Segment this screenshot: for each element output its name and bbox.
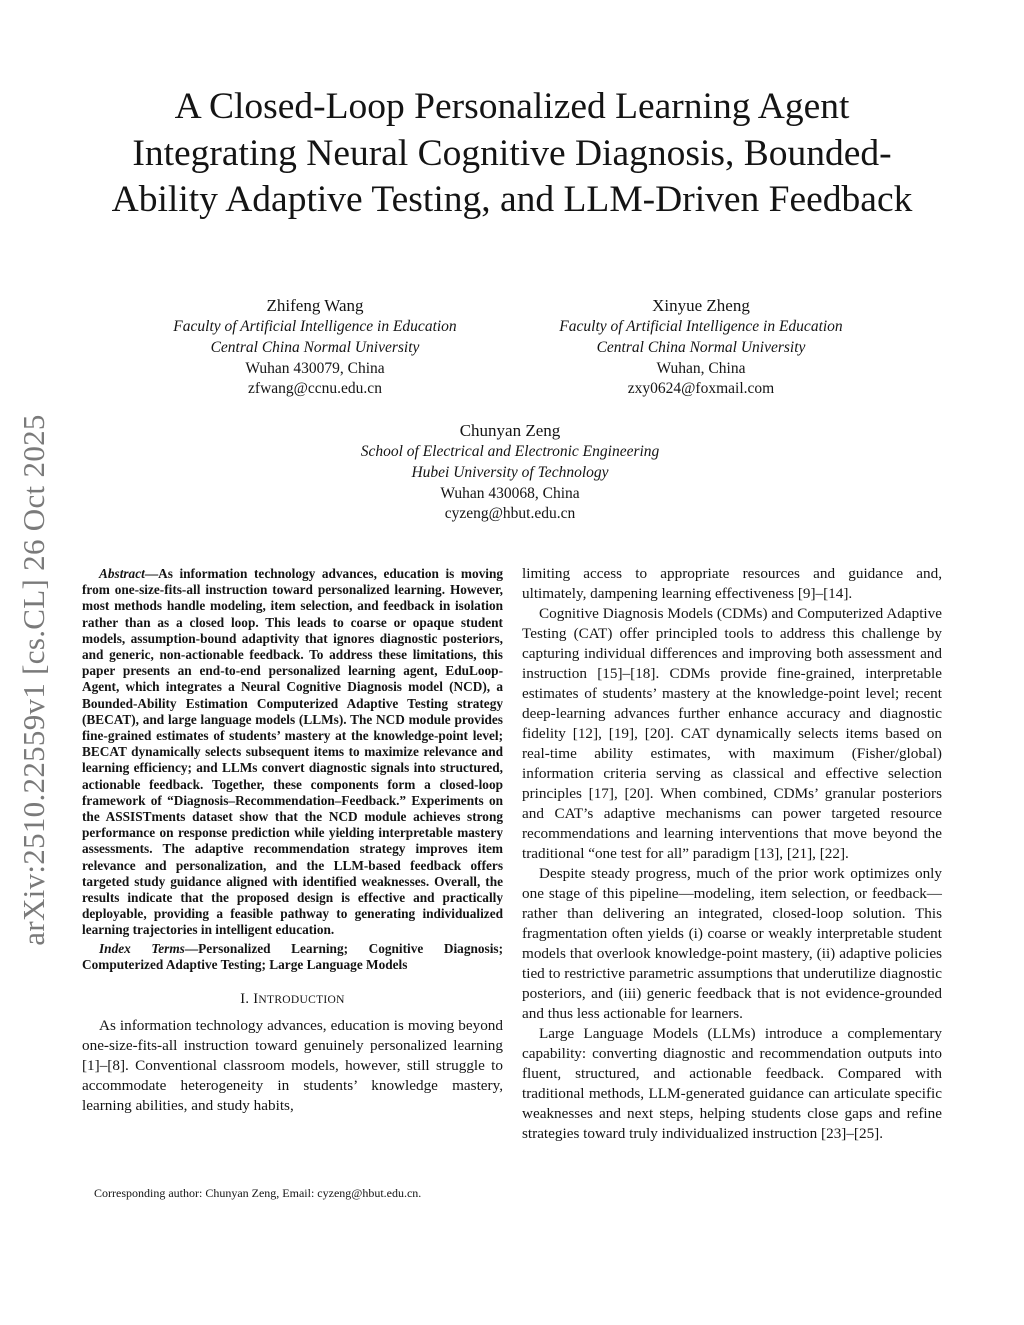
author-city: Wuhan 430068, China: [440, 484, 580, 502]
author-department: Faculty of Artificial Intelligence in Education: [173, 318, 457, 335]
author-department: Faculty of Artificial Intelligence in Education: [559, 318, 843, 335]
author-city: Wuhan, China: [656, 359, 746, 377]
index-terms: [82, 941, 503, 973]
index-terms-label: Index Terms: [99, 940, 185, 956]
paragraph-prior-work: Despite steady progress, much of the prior work optimizes only one stage of this pipeline—modeling, item selection, or feedback—rather than delivering an integrated, closed-loop solution. This fragmentation often yields (i) coarse or weakly interpretable student models that overlook knowledge-point mastery, (ii) adaptive policies tied to restrictive parametric assumptions that underutilize diagnostic posteriors, and (iii) generic feedback that is not evidence-grounded and thus less actionable for learners.: [522, 865, 942, 1022]
section-title-initial: I: [253, 991, 259, 1008]
author-name: Chunyan Zeng: [459, 421, 561, 440]
author-email: cyzeng@hbut.edu.cn: [444, 505, 576, 523]
author-university: Hubei University of Technology: [411, 463, 609, 481]
abstract-text: —As information technology advances, education is moving from one-size-fits-all instruction toward personalized learning. However, most methods handle modeling, item selection, and feedback in isolation rather than as a closed loop. This leads to coarse or opaque student models, assumption-bound adaptivity that ignores diagnostic posteriors, and generic, non-actionable feedback. To address these limitations, this paper presents an end-to-end personalized learning agent, EduLoop-Agent, which integrates a Neural Cognitive Diagnosis model (NCD), a Bounded-Ability Estimation Computerized Adaptive Testing strategy (BECAT), and large language models (LLMs). The NCD module provides fine-grained estimates of students’ mastery at the knowledge-point level; BECAT dynamically selects subsequent items to maximize relevance and learning efficiency; and LLMs convert diagnostic signals into structured, actionable feedback. Together, these components form a closed-loop framework of “Diagnosis–Recommendation–Feedback.” Experiments on the ASSISTments dataset show that the NCD module achieves strong performance on response prediction while yielding interpretable mastery assessments. The adaptive recommendation strategy improves item relevance and personalization, and the LLM-based feedback offers targeted study guidance aligned with identified weaknesses. Overall, the results indicate that the proposed design is effective and practically deployable, providing a feasible pathway to generating individualized learning trajectories in intelligent education.: [82, 566, 503, 938]
author-block-3: [310, 420, 710, 525]
left-column: [82, 566, 503, 1116]
section-title-rest: NTRODUCTION: [258, 994, 345, 1007]
author-university: Central China Normal University: [596, 338, 806, 356]
author-block-2: [516, 295, 886, 400]
intro-paragraph-1: As information technology advances, education is moving beyond one-size-fits-all instruction toward genuinely personalized learning [1]–[8]. Conventional classroom models, however, still struggle to accommodate heterogeneity in students’ knowledge mastery, learning abilities, and study habits,: [82, 1017, 503, 1115]
corresponding-author-footnote: Corresponding author: Chunyan Zeng, Email: cyzeng@hbut.edu.cn.: [94, 1186, 422, 1200]
author-city: Wuhan 430079, China: [245, 359, 385, 377]
right-column: [522, 564, 942, 1144]
abstract-label: Abstract: [99, 566, 145, 581]
paper-title: A Closed-Loop Personalized Learning Agent Integrating Neural Cognitive Diagnosis, Bounded-Ability Adaptive Testing, and LLM-Driven Feedback: [111, 86, 913, 220]
author-block-1: [130, 295, 500, 400]
author-department: School of Electrical and Electronic Engineering: [360, 443, 660, 460]
index-terms-text: —Personalized Learning; Cognitive Diagnosis; Computerized Adaptive Testing; Large Language Models: [82, 940, 503, 972]
author-email: zfwang@ccnu.edu.cn: [248, 380, 382, 398]
author-name: Xinyue Zheng: [652, 296, 750, 315]
abstract: [82, 566, 503, 939]
section-number: I.: [240, 991, 250, 1008]
paragraph-llms: Large Language Models (LLMs) introduce a complementary capability: converting diagnostic and recommendation outputs into fluent, structured, and actionable feedback. Compared with traditional methods, LLM-generated guidance can articulate specific weaknesses and next steps, helping students close gaps and refine strategies toward truly individualized instruction [23]–[25].: [522, 1025, 942, 1142]
author-university: Central China Normal University: [210, 338, 420, 356]
author-email: zxy0624@foxmail.com: [627, 380, 775, 398]
paragraph-cdm-cat: Cognitive Diagnosis Models (CDMs) and Computerized Adaptive Testing (CAT) offer principled tools to address this challenge by capturing individual differences and improving both assessment and instruction [15]–[18]. CDMs provide fine-grained, interpretable estimates of students’ mastery at the knowledge-point level; recent deep-learning advances further enhance accuracy and diagnostic fidelity [12], [19], [20]. CAT dynamically selects items based on real-time ability estimates, with maximum (Fisher/global) information criteria serving as classical and effective selection principles [17], [20]. When combined, CDMs’ granular posteriors and CAT’s adaptive mechanisms can power targeted resource recommendations and learning interventions that move beyond the traditional “one test for all” paradigm [13], [21], [22].: [522, 605, 942, 862]
paragraph-continuation: limiting access to appropriate resources and guidance and, ultimately, dampening learning effectiveness [9]–[14].: [522, 565, 942, 602]
section-heading-introduction: [82, 989, 503, 1010]
arxiv-identifier-stamp: arXiv:2510.22559v1 [cs.CL] 26 Oct 2025: [16, 414, 51, 946]
author-name: Zhifeng Wang: [266, 296, 364, 315]
